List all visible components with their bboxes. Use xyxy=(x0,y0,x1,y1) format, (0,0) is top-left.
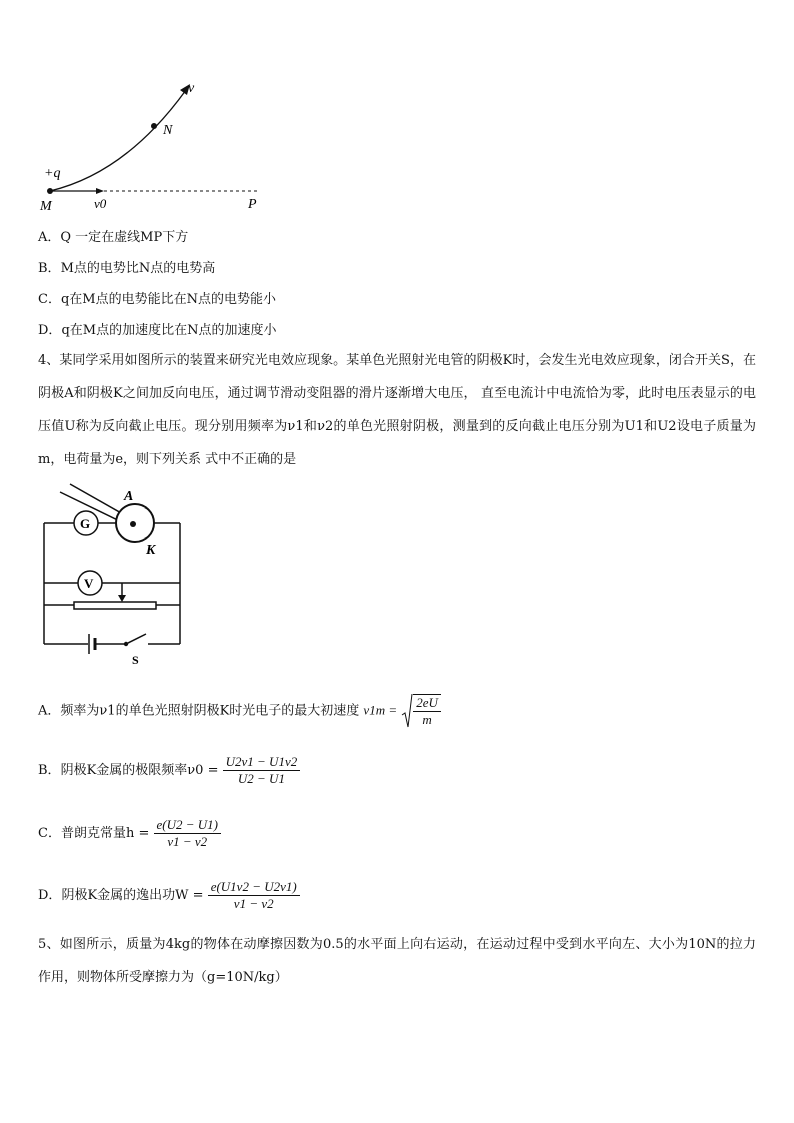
label-n: N xyxy=(163,123,173,138)
q4-stem: 4、某同学采用如图所示的装置来研究光电效应现象。某单色光照射光电管的阴极K时，会发生光电效应现象，闭合开关S，在阴极A和阴极K之间加反向电压，通过调节滑动变阻器的滑片逐渐增大电压， 直至电流计中电流恰为零，此时电压表显示的电压值U称为反向截止电压。现分别用频率为ν1和ν2的单色光照射阴极，测量到的反向截止电压分别为U1和U2设电子质量为m，电荷量为e，则下列关系 式中不正确的是 xyxy=(38,353,756,467)
label-s: S xyxy=(132,653,139,667)
q4-option-d: D．阴极K金属的逸出功W = $\frac{e(U1\nu 2 - U2\nu 1)}{\nu 1 - \nu 2}$ xyxy=(38,879,300,913)
fraction xyxy=(223,754,301,787)
q4-option-c: C．普朗克常量h = $\frac{e(U2 - U1)}{\nu 1 - \nu 2}$ xyxy=(38,817,221,851)
slider-arrow xyxy=(118,595,126,602)
formula-lhs: v1m = xyxy=(363,702,398,718)
point-n xyxy=(151,123,157,129)
fraction-numerator: e(U2 − U1) xyxy=(154,817,221,834)
q3-option-c: C．q在M点的电势能比在N点的电势能小 xyxy=(38,292,276,307)
q4-option-b: B．阴极K金属的极限频率ν0 = $\frac{U2\nu 1 - U1\nu 2}{U2 - U1}$ xyxy=(38,754,300,788)
label-v: v xyxy=(188,81,195,96)
label-a: A xyxy=(124,489,134,504)
q5-stem: 5、如图所示，质量为4kg的物体在动摩擦因数为0.5的水平面上向右运动，在运动过程中受到水平向左、大小为10N的拉力作用，则物体所受摩擦力为（g=10N/kg） xyxy=(38,937,756,985)
trajectory-figure xyxy=(36,78,272,214)
label-m: M xyxy=(40,199,52,214)
fraction-denominator: ν1 − ν2 xyxy=(233,896,274,911)
fraction-denominator: ν1 − ν2 xyxy=(167,834,208,849)
fraction-numerator: 2eU xyxy=(413,695,441,712)
fraction xyxy=(154,817,221,850)
fraction-denominator: m xyxy=(422,712,432,727)
q3-option-b: B．M点的电势比N点的电势高 xyxy=(38,261,216,276)
rheostat xyxy=(74,602,156,609)
q4-option-a: A．频率为ν1的单色光照射阴极K时光电子的最大初速度 v1m = $\frac{2eU}{m}$ xyxy=(38,693,441,729)
q3-option-d: D．q在M点的加速度比在N点的加速度小 xyxy=(38,323,277,338)
label-g: G xyxy=(80,516,91,531)
sqrt-expression xyxy=(401,693,441,729)
label-plus-q: +q xyxy=(44,166,61,181)
fraction-denominator: U2 − U1 xyxy=(237,771,285,786)
label-p: P xyxy=(248,197,257,212)
q3-option-a: A．Q 一定在虚线MP下方 xyxy=(38,230,189,245)
fraction-numerator: U2ν1 − U1ν2 xyxy=(223,754,301,771)
anode-a xyxy=(130,521,136,527)
label-v0: v0 xyxy=(94,196,107,211)
label-k: K xyxy=(146,543,156,558)
v0-arrowhead xyxy=(96,188,104,194)
sqrt-sign xyxy=(401,693,413,729)
fraction-numerator: e(U1ν2 − U2ν1) xyxy=(208,879,300,896)
label-v-meter: V xyxy=(84,576,94,591)
switch-lever xyxy=(126,634,146,644)
fraction xyxy=(208,879,300,912)
circuit-figure xyxy=(40,478,185,668)
trajectory-curve xyxy=(50,90,186,191)
